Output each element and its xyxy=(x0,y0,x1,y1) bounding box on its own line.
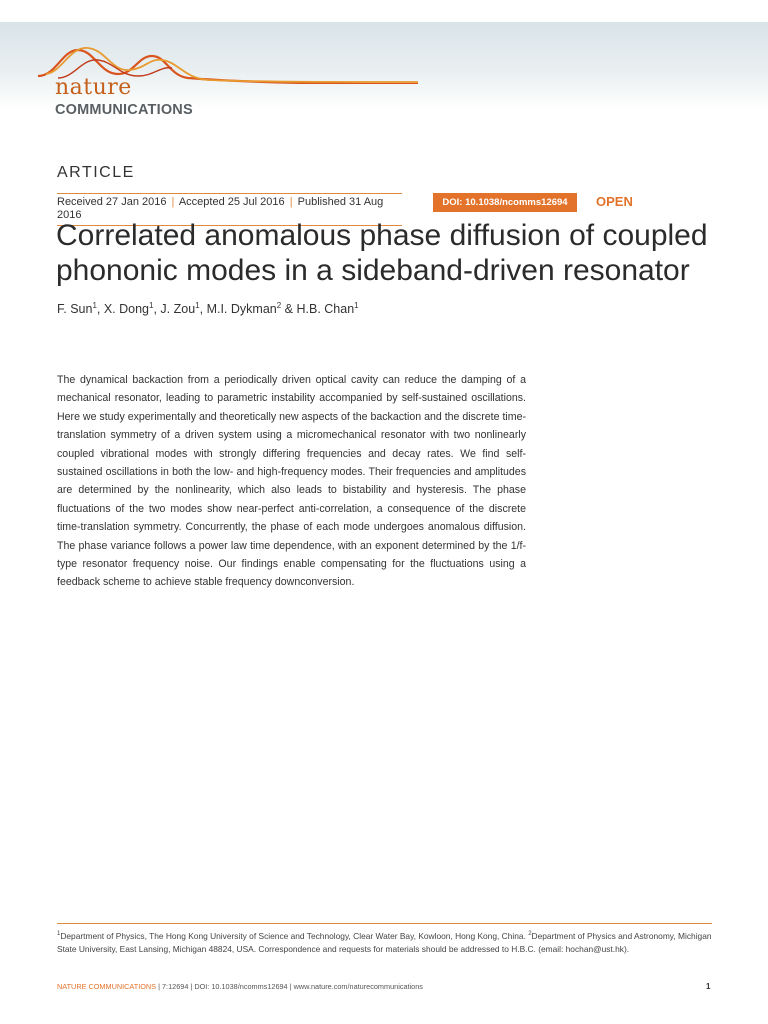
article-type: ARTICLE xyxy=(57,164,135,181)
affiliation-2: Department of Physics and Astronomy, Michigan State University, East Lansing, Michigan 48824, USA. Correspondence and requests for materials should be addressed to H.B.C. (email: hochan@ust.hk). xyxy=(57,930,712,954)
date-separator: | xyxy=(171,196,175,208)
author-list xyxy=(57,301,359,316)
date-separator: | xyxy=(289,196,293,208)
abstract: The dynamical backaction from a periodically driven optical cavity can reduce the damping of a mechanical resonator, leading to parametric instability accompanied by self-sustained oscillations. Here we study experimentally and theoretically new aspects of the backaction and the discrete time-translation symmetry of a driven system using a micromechanical resonator with two nonlinearly coupled vibrational modes with strongly differing frequencies and decay rates. We find self-sustained oscillations in both the low- and high-frequency modes. Their frequencies and amplitudes are determined by the nonlinearity, which also leads to bistability and hysteresis. The phase fluctuations of the two modes show near-perfect anti-correlation, a consequence of the discrete time-translation symmetry. Concurrently, the phase of each mode undergoes anomalous diffusion. The phase variance follows a power law time dependence, with an exponent determined by the 1/f-type resonator frequency noise. Our findings enable compensating for the fluctuations using a feedback scheme to achieve stable frequency downconversion. xyxy=(57,374,526,589)
page-footer xyxy=(57,982,423,991)
footer-journal: NATURE COMMUNICATIONS xyxy=(57,982,157,991)
open-access-label: OPEN xyxy=(596,194,633,209)
affiliation-1: Department of Physics, The Hong Kong University of Science and Technology, Clear Water Bay, Kowloon, Hong Kong, China. xyxy=(60,930,526,941)
received-date: Received 27 Jan 2016 xyxy=(57,196,167,208)
published-date: Published 31 Aug 2016 xyxy=(57,196,384,221)
affiliation-divider xyxy=(57,923,712,924)
page-number: 1 xyxy=(706,982,711,991)
footer-citation: | 7:12694 | DOI: 10.1038/ncomms12694 | www.nature.com/naturecommunications xyxy=(158,982,423,991)
journal-banner xyxy=(0,22,768,118)
author[interactable]: F. Sun$^1$, xyxy=(57,301,104,317)
doi-badge[interactable]: DOI: 10.1038/ncomms12694 xyxy=(433,193,577,212)
logo-communications-text: COMMUNICATIONS xyxy=(55,102,193,118)
author[interactable]: H.B. Chan$^1$ xyxy=(296,301,359,317)
logo-nature-text: nature xyxy=(55,75,132,100)
affiliations: $^1$Department of Physics, The Hong Kong University of Science and Technology, Clear Water Bay, Kowloon, Hong Kong, China. $^2$Department of Physics and Astronomy, Michigan State University, East Lansing, Michigan 48824, USA. Correspondence and requests for materials should be addressed to H.B.C. (email: hochan@ust.hk). xyxy=(57,930,712,954)
author[interactable]: M.I. Dykman$^2$ & xyxy=(206,301,297,317)
author[interactable]: X. Dong$^1$, xyxy=(103,301,161,317)
article-title: Correlated anomalous phase diffusion of coupled phononic modes in a sideband-driven resonator xyxy=(56,219,708,287)
author[interactable]: J. Zou$^1$, xyxy=(160,301,207,317)
accepted-date: Accepted 25 Jul 2016 xyxy=(178,196,285,208)
